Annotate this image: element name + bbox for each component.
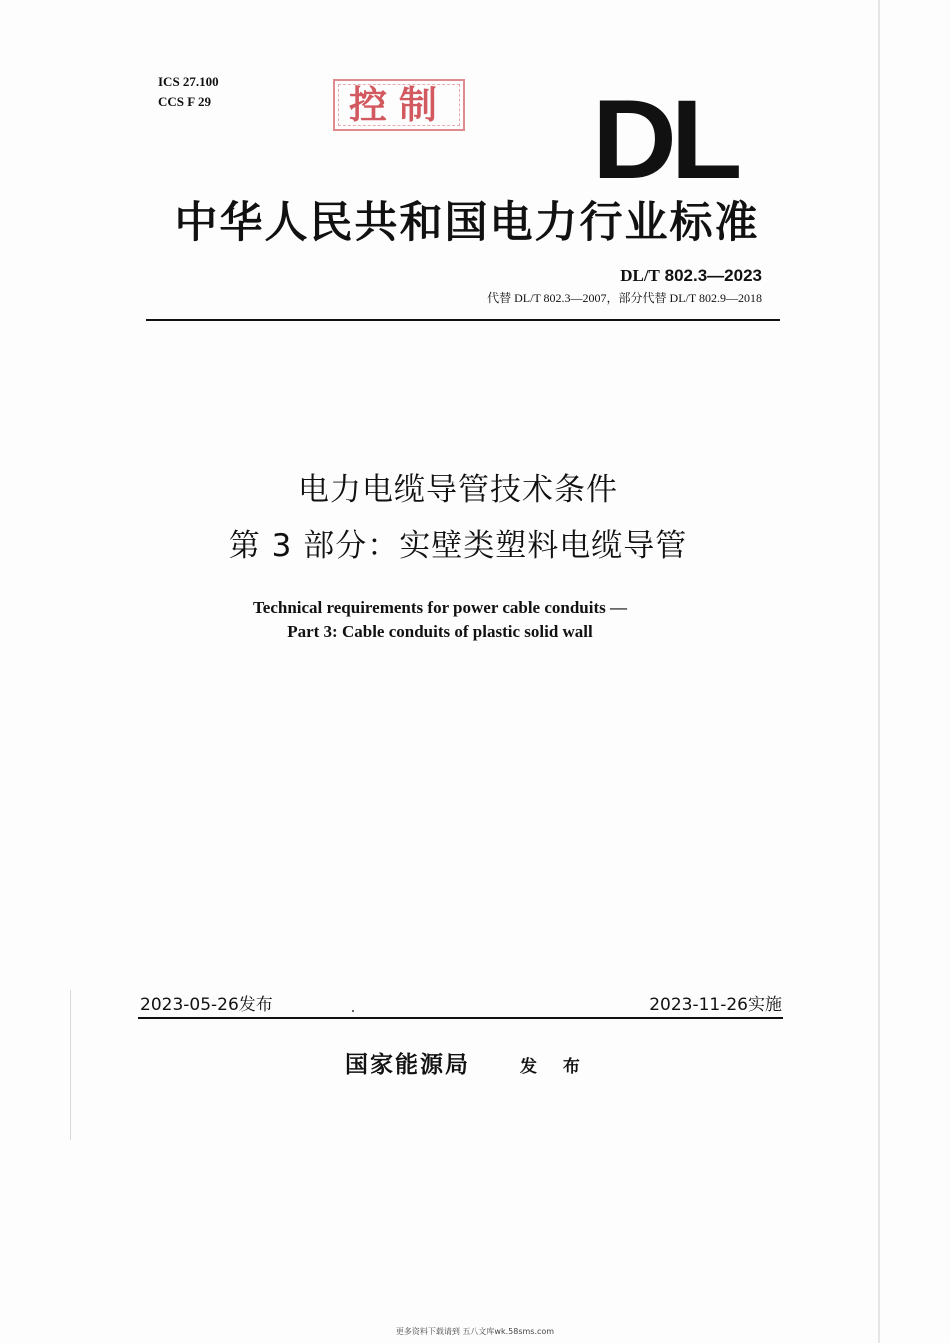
replaces-note: 代替 DL/T 802.3—2007，部分代替 DL/T 802.9—2018 [487,291,762,305]
publish-label: 发 布 [520,1057,590,1077]
footer-divider [138,1017,783,1019]
document-title-cn: 电力电缆导管技术条件 [298,472,618,508]
standard-category-title: 中华人民共和国电力行业标准 [174,198,760,248]
document-subtitle-cn: 第 3 部分：实壁类塑料电缆导管 [228,528,688,564]
stamp-border [338,84,460,126]
standard-number-value: 802.3—2023 [664,266,762,285]
document-title-en [0,596,880,644]
ics-code: ICS 27.100 [158,74,219,89]
scan-edge [70,990,71,1140]
issue-date: 2023-05-26发布 [140,995,273,1015]
ccs-code: CCS F 29 [158,94,211,109]
classification-codes [158,72,219,112]
download-footer-note: 更多资料下载请到 五八文库wk.58sms.com [395,1327,555,1336]
scan-edge [878,0,880,1343]
header-divider [146,319,780,321]
document-title-en-line1: Technical requirements for power cable conduits — [253,598,627,617]
scan-speck [352,1010,354,1012]
standard-number-prefix: DL/T [620,266,660,285]
implementation-date: 2023-11-26实施 [649,995,782,1015]
document-title-en-line2: Part 3: Cable conduits of plastic solid wall [287,622,593,641]
publisher-name: 国家能源局 [345,1052,470,1078]
control-stamp [333,79,465,131]
dl-logo: DL [592,77,737,202]
stamp-text: 控制 [348,82,449,127]
standard-number [620,265,762,287]
